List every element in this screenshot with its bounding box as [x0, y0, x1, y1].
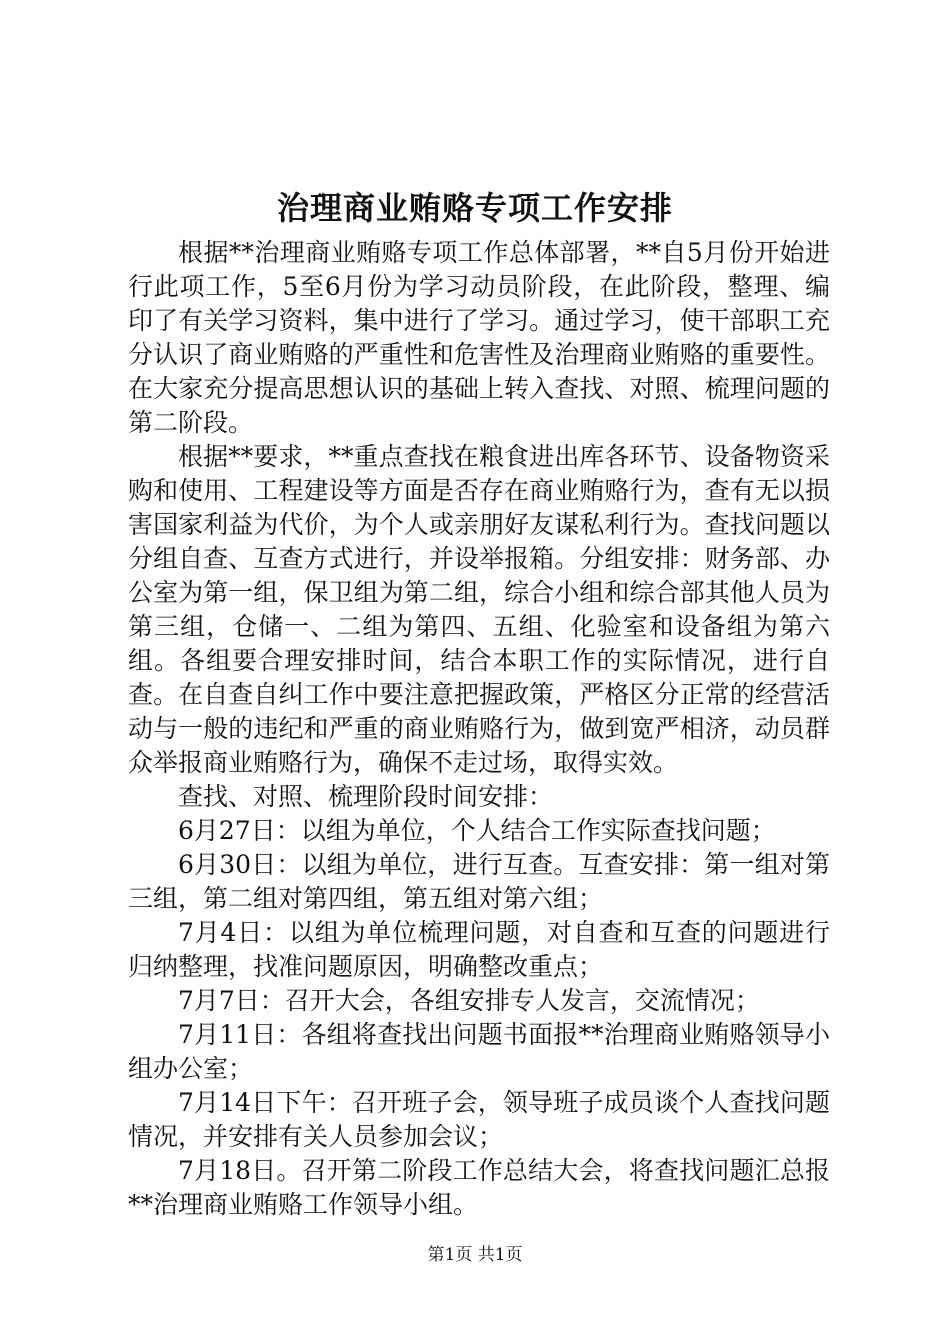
- paragraph-schedule-heading: 查找、对照、梳理阶段时间安排：: [178, 782, 554, 811]
- paragraph-requirements: 根据**要求，**重点查找在粮食进出库各环节、设备物资采购和使用、工程建设等方面是否存在商业贿赂行为，查有无以损害国家利益为代价，为个人或亲朋好友谋私利行为。查找问题以分组自查、互查方式进行，并设举报箱。分组安排：财务部、办公室为第一组，保卫组为第二组，综合小组和综合部其他人员为第三组，仓储一、二组为第四、五组、化验室和设备组为第六组。各组要合理安排时间，结合本职工作的实际情况，进行自查。在自查自纠工作中要注意把握政策，严格区分正常的经营活动与一般的违纪和严重的商业贿赂行为，做到宽严相济，动员群众举报商业贿赂行为，确保不走过场，取得实效。: [128, 442, 830, 777]
- document-title: 治理商业贿赂专项工作安排: [276, 189, 673, 227]
- schedule-item: 7月18日。召开第二阶段工作总结大会，将查找问题汇总报**治理商业贿赂工作领导小组。: [128, 1156, 830, 1219]
- document-body: [128, 236, 830, 1222]
- schedule-item: 6月27日：以组为单位，个人结合工作实际查找问题；: [178, 816, 776, 845]
- schedule-item: 6月30日：以组为单位，进行互查。互查安排：第一组对第三组，第二组对第四组，第五组对第六组；: [128, 850, 830, 913]
- page-footer: 第1页 共1页: [427, 1245, 523, 1265]
- schedule-item: 7月4日：以组为单位梳理问题，对自查和互查的问题进行归纳整理，找准问题原因，明确整改重点；: [128, 918, 830, 981]
- schedule-item: 7月14日下午：召开班子会，领导班子成员谈个人查找问题情况，并安排有关人员参加会议；: [128, 1088, 830, 1151]
- schedule-item: 7月11日：各组将查找出问题书面报**治理商业贿赂领导小组办公室；: [128, 1020, 830, 1083]
- schedule-item: 7月7日：召开大会，各组安排专人发言，交流情况；: [178, 986, 760, 1015]
- paragraph-intro: 根据**治理商业贿赂专项工作总体部署，**自5月份开始进行此项工作，5至6月份为学习动员阶段，在此阶段，整理、编印了有关学习资料，集中进行了学习。通过学习，使干部职工充分认识了商业贿赂的严重性和危害性及治理商业贿赂的重要性。在大家充分提高思想认识的基础上转入查找、对照、梳理问题的第二阶段。: [128, 238, 830, 437]
